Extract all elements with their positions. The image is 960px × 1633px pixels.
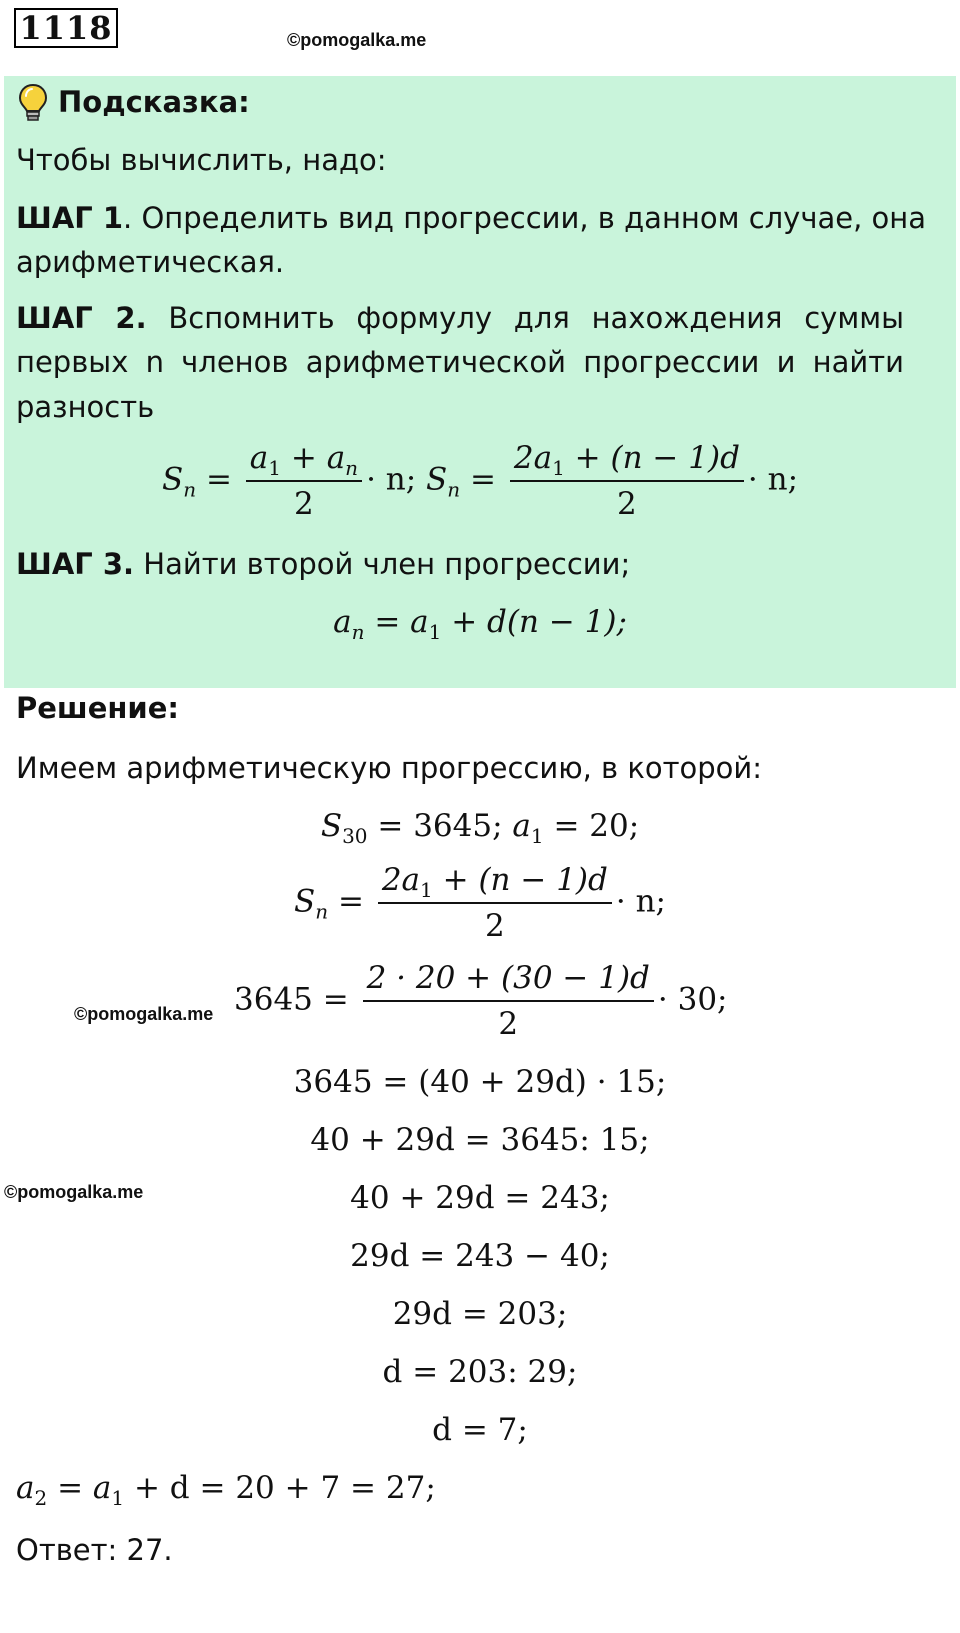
- hint-title: Подсказка:: [58, 85, 250, 119]
- hint-step1-line1: [16, 200, 926, 236]
- solution-line-3: 3645 = $\frac{2 \cdot 20 + (30 - 1)d}{2}$ · 30;: [234, 960, 728, 1042]
- hint-step2-line1: [16, 300, 904, 336]
- solution-line-11: $a_2 = a_1 + d = 20 + 7 = 27$;: [16, 1470, 436, 1510]
- solution-line-8: 29d = 203;: [392, 1296, 568, 1332]
- hint-intro: Чтобы вычислить, надо:: [16, 143, 387, 177]
- watermark-left: ©pomogalka.me: [4, 1182, 144, 1202]
- step2-text: Вспомнить формулу для нахождения суммы: [168, 301, 905, 335]
- watermark-top: ©pomogalka.me: [287, 30, 427, 50]
- solution-title: Решение:: [16, 691, 180, 725]
- watermark-middle: ©pomogalka.me: [74, 1004, 214, 1024]
- solution-line-1: $S_{30} = 3645$; $a_1 = 20$;: [320, 808, 640, 848]
- hint-step1-line2: арифметическая.: [16, 245, 285, 279]
- step1-label: ШАГ 1: [16, 201, 124, 235]
- formula-an: $a_n = a_1 + d(n - 1)$;: [333, 604, 627, 644]
- solution-line-5: 40 + 29d = 3645: 15;: [310, 1122, 650, 1158]
- hint-step2-line2: первых n членов арифметической прогрессии и найти: [16, 345, 904, 379]
- hint-step3: [16, 546, 630, 582]
- hint-step2-line3: разность: [16, 390, 155, 424]
- solution-line-10: d = 7;: [432, 1412, 528, 1448]
- step1-text: . Определить вид прогрессии, в данном случае, она: [123, 201, 926, 235]
- step3-label: ШАГ 3.: [16, 547, 135, 581]
- step3-text: Найти второй член прогрессии;: [134, 547, 631, 581]
- solution-line-2: $S_n$ = $\frac{2a_1 + (n - 1)d}{2}$ · n;: [293, 862, 666, 944]
- solution-line-7: 29d = 243 − 40;: [350, 1238, 610, 1274]
- lightbulb-icon: [17, 83, 49, 123]
- solution-intro: Имеем арифметическую прогрессию, в которой:: [16, 751, 763, 785]
- solution-line-4: 3645 = (40 + 29d) · 15;: [293, 1064, 667, 1100]
- formula-sum: $S_n$ = $\frac{a_1 + a_n}{2}$ · n; $S_n$ = $\frac{2a_1 + (n - 1)d}{2}$ · n;: [161, 440, 799, 522]
- solution-line-9: d = 203: 29;: [382, 1354, 578, 1390]
- step2-label: ШАГ 2.: [16, 301, 147, 335]
- fraction-2a1-d: $\frac{2a_1 + (n - 1)d}{2}$: [510, 440, 744, 522]
- solution-line-6: 40 + 29d = 243;: [350, 1180, 610, 1216]
- fraction-a1-an: $\frac{a_1 + a_n}{2}$: [246, 440, 362, 522]
- answer: Ответ: 27.: [16, 1533, 173, 1567]
- problem-number: 1118: [14, 8, 118, 48]
